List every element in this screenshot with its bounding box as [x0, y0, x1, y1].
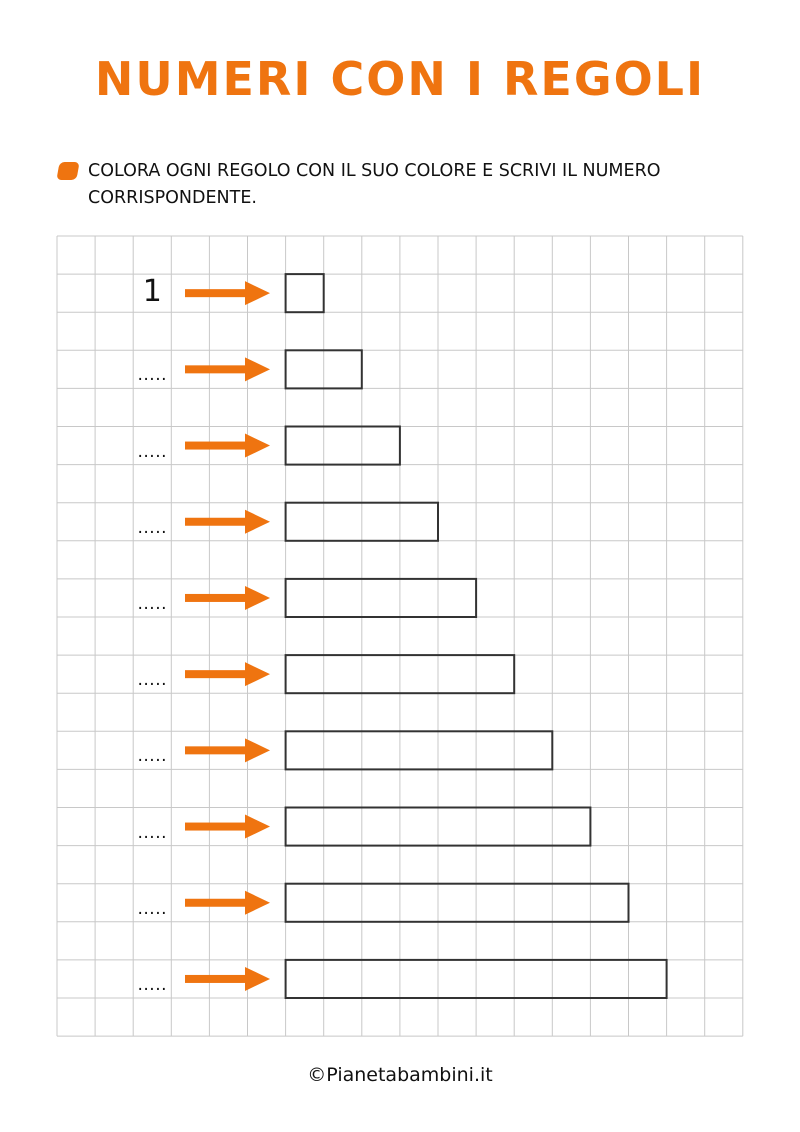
right-arrow-icon: [185, 586, 270, 610]
right-arrow-icon: [185, 510, 270, 534]
row-number-label: 1: [142, 274, 162, 310]
row-number-label: .....: [137, 822, 168, 843]
rod-box[interactable]: [286, 884, 629, 922]
row-number-label: .....: [137, 593, 168, 614]
row-number-label: .....: [137, 974, 168, 995]
right-arrow-icon: [185, 967, 270, 991]
rod-box[interactable]: [286, 731, 553, 769]
rod-box[interactable]: [286, 274, 324, 312]
row-number-label: .....: [137, 898, 168, 919]
row-number-label: .....: [137, 670, 168, 691]
row-number-label: .....: [137, 365, 168, 386]
footer-credit: ©Pianetabambini.it: [307, 1064, 493, 1086]
rod-box[interactable]: [286, 579, 477, 617]
right-arrow-icon: [185, 891, 270, 915]
instruction-text: COLORA OGNI REGOLO CON IL SUO COLORE E SCRIVI IL NUMERO CORRISPONDENTE.: [88, 161, 661, 208]
right-arrow-icon: [185, 662, 270, 686]
right-arrow-icon: [185, 434, 270, 458]
row-number-label: .....: [137, 441, 168, 462]
right-arrow-icon: [185, 357, 270, 381]
rod-box[interactable]: [286, 427, 400, 465]
row-number-label: .....: [137, 517, 168, 538]
right-arrow-icon: [185, 815, 270, 839]
right-arrow-icon: [185, 281, 270, 305]
page-title: NUMERI CON I REGOLI: [94, 52, 706, 106]
row-number-label: .....: [137, 746, 168, 767]
right-arrow-icon: [185, 738, 270, 762]
exercise-rows: [185, 274, 667, 998]
